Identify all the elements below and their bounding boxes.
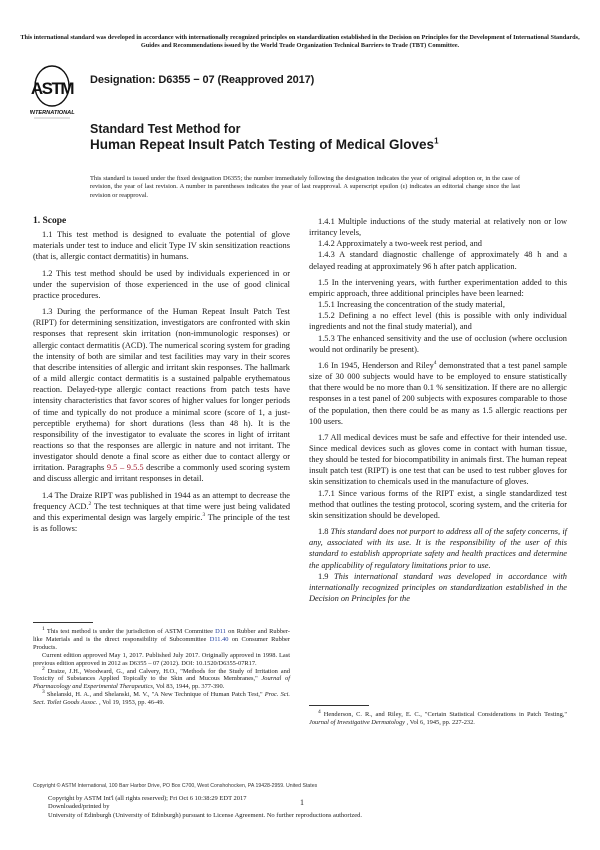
title-text: Human Repeat Insult Patch Testing of Medical Gloves xyxy=(90,137,435,152)
title-line-1: Standard Test Method for xyxy=(90,122,241,136)
page-number: 1 xyxy=(300,798,304,807)
paragraph-1-5-3: 1.5.3 The enhanced sensitivity and the use of occlusion (where occlusion would not ordinarily be present). xyxy=(309,333,567,354)
paragraph-1-6 xyxy=(309,360,567,427)
paragraph-1-4-3: 1.4.3 A standard diagnostic challenge of approximately 48 h and a delayed reading at approximately 96 h after patch application. xyxy=(309,250,567,271)
document-title xyxy=(90,122,439,153)
designation: Designation: D6355 − 07 (Reapproved 2017) xyxy=(90,74,315,86)
footnote-3-text: Shelanski, H. A., and Shelanski, M. V., "A New Technique of Human Patch Test," xyxy=(44,691,265,699)
footnote-mark-2: 2 xyxy=(42,665,45,672)
footnote-1-mid: on Rubber and Rubber-like Materials and is the direct responsibility of Subcommittee xyxy=(33,628,290,643)
footnote-2 xyxy=(33,665,291,692)
footnote-4-tail: , Vol 6, 1945, pp. 227-232. xyxy=(405,718,475,726)
footnote-mark-1: 1 xyxy=(42,625,45,632)
paragraph-1-3-tail: describe a commonly used scoring system and discuss allergic and irritant responses in detail. xyxy=(33,463,291,484)
paragraph-1-6-text: 1.6 In 1945, Henderson and Riley xyxy=(318,360,434,370)
paragraph-1-5-2: 1.5.2 Defining a no effect level (this is possible with only individual ingredients and not the final study material), and xyxy=(309,311,567,332)
wto-notice: This international standard was developed in accordance with internationally recognized principles on standardization established in the Decision on Principles for the Development of International Standards, Guides and Recommendations issued by the World Trade Organization Technical Barriers to Trade (TBT) Committee. xyxy=(20,34,580,49)
issued-note: This standard is issued under the fixed designation D6355; the number immediately following the designation indicates the year of original adoption or, in the case of revision, the year of last revision. A number in parentheses indicates the year of last reapproval. A superscript epsilon (ε) indicates an editorial change since the last revision or reapproval. xyxy=(90,175,520,199)
footnote-edition: Current edition approved May 1, 2017. Published July 2017. Originally approved in 1998. Last previous edition approved in 2012 as D6355 – 07 (2012). DOI: 10.1520/D6355-07R17. xyxy=(33,651,290,667)
footnote-4 xyxy=(309,708,567,727)
right-column xyxy=(309,216,567,604)
paragraph-1-9 xyxy=(309,571,567,604)
footnote-3-journal: Proc. Sci. Sect. Toilet Goods Assoc. xyxy=(33,691,290,707)
paragraph-1-4 xyxy=(33,490,290,535)
footnote-1-text: This test method is under the jurisdiction of ASTM Committee xyxy=(44,628,216,635)
title-line-2 xyxy=(90,137,439,153)
paragraph-1-5-1: 1.5.1 Increasing the concentration of the study material, xyxy=(318,300,505,310)
footnote-divider xyxy=(33,622,93,623)
paragraph-1-3-text: 1.3 During the performance of the Human Repeat Insult Patch Test (RIPT) for determining sensitization, investigators are confronted with skin responses that represent skin irritation (non-immunologic responses) or allergic contact dermatitis (ACD). The numerical scoring system for grading the intensity of both are similar and test facilities may vary in their scores that describe intensities of allergic and irritant skin responses. The hallmark of a mild allergic contact dermatitis is a sustained palpable erythematous reaction. Delayed-type allergic contact reactions from patch tests have intensity characteristics that favor scores of higher values for longer periods of time and typically do not produce a minimal score (score of 1, a just-perceptible erythema) for short durations (less than 48 h). It is the responsibility of the investigator to evaluate the scores in light of irritant reactions so that the responses are allergic in nature and not irritant. The investigator should denote a final score as either due to contact allergy or irritation. Paragraphs xyxy=(33,307,290,473)
svg-text:ASTM: ASTM xyxy=(30,79,74,98)
paragraph-1-4-1: 1.4.1 Multiple inductions of the study material at relatively non or low irritancy levels, xyxy=(309,217,567,238)
paragraph-1-1: 1.1 This test method is designed to evaluate the potential of glove materials under test to induce and elicit Type IV skin sensitization reactions (that is, allergic contact dermatitis) in humans. xyxy=(33,230,290,262)
footnote-divider xyxy=(309,705,369,706)
section-heading-scope: 1. Scope xyxy=(33,216,67,226)
footnotes-left xyxy=(33,622,290,707)
footnote-2-tail: , Vol 83, 1944, pp. 377-390. xyxy=(152,683,225,691)
footnote-3 xyxy=(33,691,290,707)
astm-logo-icon xyxy=(30,62,76,122)
footnote-mark-3: 3 xyxy=(42,689,45,696)
paragraph-link-9-5[interactable]: 9.5 – 9.5.5 xyxy=(106,463,144,473)
committee-link-d11[interactable]: D11 xyxy=(215,628,226,635)
paragraph-1-6-tail: demonstrated that a test panel sample size of 30 000 subjects would have to be employed to ensure statistically that there would be no more than 0.1 % sensitization. If there are no allergic responses in a test panel of 200 subjects with exposures comparable to those of the population, then there could be as many as 1.5 allergic reactions per 100 users. xyxy=(309,360,568,426)
footnote-1 xyxy=(33,625,290,652)
footnotes-right xyxy=(309,705,567,727)
left-column xyxy=(33,216,290,539)
license-block xyxy=(48,795,362,820)
paragraph-1-4-mid: The test techniques at that time were just being validated and this experimental design was largely empiric. xyxy=(33,501,291,522)
license-line-3: University of Edinburgh (University of Edinburgh) pursuant to License Agreement. No further reproductions authorized. xyxy=(48,811,363,819)
footnote-2-journal: Journal of Pharmacology and Experimental Therapeutics xyxy=(33,675,291,691)
paragraph-1-8 xyxy=(309,526,567,571)
footnote-1-tail: on Consumer Rubber Products. xyxy=(33,635,290,651)
paragraph-1-2: 1.2 This test method should be used by individuals experienced in or under the supervision of those experienced in the use of good clinical practice procedures. xyxy=(33,268,290,300)
paragraph-1-7: 1.7 All medical devices must be safe and effective for their intended use. Since medical devices such as gloves come in contact with human tissue, they should be tested for biocompatibility in animals first. The human repeat insult patch test (RIPT) is one test that can be used to test rubber gloves for skin sensitization to chemicals used in the manufacture of gloves. xyxy=(309,432,567,487)
title-footnote-ref[interactable]: 1 xyxy=(434,136,439,146)
svg-text:INTERNATIONAL: INTERNATIONAL xyxy=(30,110,75,116)
paragraph-1-5: 1.5 In the intervening years, with further experimentation added to this empiric approach, three additional principles have been learned: xyxy=(309,277,567,298)
footnote-4-journal: Journal of Investigative Dermatology xyxy=(309,718,406,726)
license-line-1: Copyright by ASTM Int'l (all rights reserved); Fri Oct 6 10:38:29 EDT 2017 xyxy=(48,795,247,802)
paragraph-1-8-text: This standard does not purport to address all of the safety concerns, if any, associated with its use. It is the responsibility of the user of this standard to establish appropriate safety and health practices and determine the applicability of regulatory limitations prior to use. xyxy=(309,527,567,570)
license-line-2: Downloaded/printed by xyxy=(48,803,110,811)
paragraph-1-4-text: 1.4 The Draize RIPT was published in 1944 as an attempt to decrease the frequency ACD. xyxy=(33,490,290,511)
footnote-mark-4: 4 xyxy=(318,708,321,715)
paragraph-1-9-text: This international standard was developed in accordance with internationally recognized principles on standardization established in the Decision on Principles for the xyxy=(309,571,567,603)
paragraph-1-8-number: 1.8 xyxy=(318,527,331,537)
paragraph-1-7-1: 1.7.1 Since various forms of the RIPT exist, a single standardized test method that outlines the testing protocol, scoring system, and the criteria for skin sensitization should be developed. xyxy=(309,488,567,520)
footnote-ref-2[interactable]: 2 xyxy=(88,500,92,507)
paragraph-1-3 xyxy=(33,306,290,485)
footnote-3-tail: , Vol 19, 1953, pp. 46-49. xyxy=(97,699,165,707)
subcommittee-link-d11-40[interactable]: D11.40 xyxy=(209,635,229,643)
paragraph-1-4-2: 1.4.2 Approximately a two-week rest period, and xyxy=(318,239,482,249)
footnote-2-text: Draize, J.H., Woodward, G., and Calvery, H.O., "Methods for the Study of Irritation and Toxicity of Substances Applied Topically to the Skin and Mucous Membranes," xyxy=(33,667,290,683)
footnote-4-text: Henderson, C. R., and Riley, E. C., "Certain Statistical Considerations in Patch Testing," xyxy=(320,711,567,718)
footnote-ref-4[interactable]: 4 xyxy=(433,360,437,367)
paragraph-1-4-tail: The principle of the test is as follows: xyxy=(33,512,290,534)
footnote-ref-3[interactable]: 3 xyxy=(202,512,206,519)
paragraph-1-9-number: 1.9 xyxy=(318,571,334,581)
copyright-line: Copyright © ASTM International, 100 Barr Harbor Drive, PO Box C700, West Conshohocken, PA 19428-2959. United States xyxy=(33,783,318,789)
